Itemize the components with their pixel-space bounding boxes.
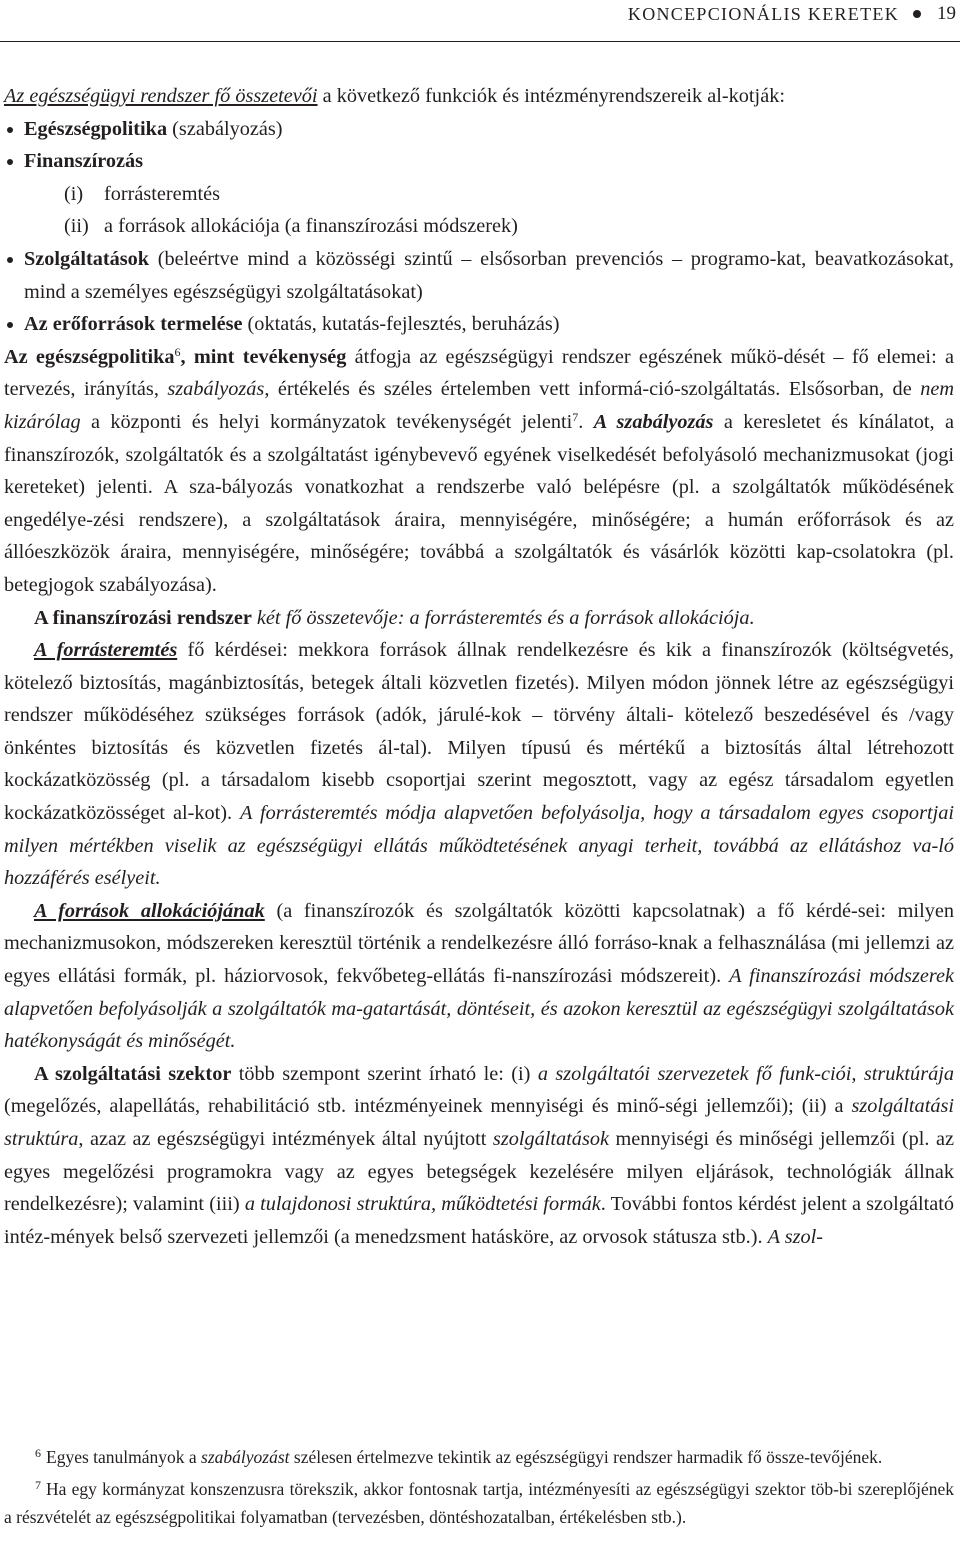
text-italic: szolgáltatások: [492, 1128, 609, 1150]
text-italic: a szolgáltatói szervezetek fő funk-ciói, struktúrája: [537, 1062, 954, 1085]
list-item-1-rest: (szabályozás): [167, 117, 283, 140]
text-run: Ha egy kormányzat konszenzusra törekszik, akkor fontosnak tartja, intézményesíti az egészségügyi szektor töb-bi szereplőjének a részvételét az egészségpolitikai folyamatban (tervezésben, döntéshozatalban, értékelésben stb.).: [4, 1479, 954, 1527]
body-text: [4, 80, 954, 1253]
text-run: több szempont szerint írható le: (i): [231, 1062, 538, 1085]
text-run: .: [578, 410, 594, 433]
running-header: [628, 2, 956, 26]
text-italic: két fő összetevője: a forrásteremtés és a források allokációja.: [251, 606, 755, 629]
text-italic: a tulajdonosi struktúra, működtetési formák: [244, 1193, 601, 1216]
paragraph-health-policy: [4, 341, 954, 602]
list-item: [4, 308, 954, 341]
text-italic: A finanszírozási módszerek alapvetően befolyásolják a szolgáltatók ma-gatartását, döntéseit, és azokon keresztül az egészségügyi szolgáltatások hatékonyságát és minőségét.: [4, 965, 954, 1053]
text-bold: , mint tevékenység: [180, 345, 347, 368]
text-italic: szabályozást: [201, 1447, 290, 1467]
intro-paragraph: [4, 80, 954, 113]
footnote-number: 7: [35, 1478, 41, 1492]
sub-item-1-num: (i): [64, 182, 84, 205]
sub-item-2-text: a források allokációja (a finanszírozási módszerek): [104, 215, 518, 238]
sub-item-1-text: forrásteremtés: [104, 182, 220, 205]
text-run: fő kérdései: mekkora források állnak rendelkezésre és kik a finanszírozók (költségvetés, kötelező biztosítás, magánbiztosítás, betegek általi közvetlen fizetés). Milyen módon jönnek létre az egészségügyi rendszer működéséhez szükséges források (adók, járulé-kok – törvény általi- kötelező beszedésével és /vagy önkéntes biztosítás és közvetlen fizetés ál-tal). Milyen típusú és mértékű a biztosítás által létrehozott kockázatközösség (pl. a társadalom kisebb csoportjai szerint megosztott, vagy az egész társadalom egyetlen kockázatközösséget al-kot).: [4, 639, 954, 825]
text-run: átfogja az egészségügyi rendszer egészének műkö-dését – fő elemei: a tervezés, irányítás,: [4, 345, 954, 401]
footnote-7: [4, 1471, 954, 1531]
footnote-ref-6: 6: [174, 344, 181, 359]
list-item-1-bold: Egészségpolitika: [24, 117, 168, 140]
footnote-ref-7: 7: [572, 409, 579, 424]
text-run: Egyes tanulmányok a: [46, 1447, 202, 1467]
list-item: [4, 113, 954, 146]
components-list: [4, 113, 954, 178]
page-number: 19: [937, 3, 956, 24]
list-item: [4, 243, 954, 308]
footnote-number: 6: [35, 1446, 41, 1460]
text-run: mennyiségi és minőségi jellemzői (pl. az egyes megelőzési programokra vagy az egyes betegségek kezelésére milyen eljárások, technológiák állnak rendelkezésre); valamint (iii): [4, 1128, 954, 1216]
list-item: [4, 145, 954, 178]
list-item-2-bold: Finanszírozás: [24, 150, 144, 173]
text-run: a központi és helyi kormányzatok tevékenységét jelenti: [80, 410, 573, 433]
paragraph-financing: [4, 602, 954, 635]
paragraph-service-sector: [4, 1058, 954, 1254]
paragraph-resource-generation: [4, 634, 954, 895]
text-bold-italic: A szabályozás: [593, 410, 714, 433]
bullet-separator: [913, 10, 921, 18]
list-item-4-rest: (oktatás, kutatás-fejlesztés, beruházás): [242, 313, 560, 336]
components-list-continued: [4, 243, 954, 341]
text-run: , azaz az egészségügyi intézmények által nyújtott: [78, 1128, 493, 1150]
sub-item-2-num: (ii): [64, 215, 89, 238]
paragraph-allocation: [4, 895, 954, 1058]
text-run: (megelőzés, alapellátás, rehabilitáció stb. intézményeinek mennyiségi és minő-ségi jellemzői); (ii) a: [4, 1095, 852, 1118]
sub-list-item: [4, 210, 954, 243]
text-run: szélesen értelmezve tekintik az egészségügyi rendszer harmadik fő össze-tevőjének.: [289, 1447, 883, 1467]
list-item-4-bold: Az erőforrások termelése: [24, 313, 243, 336]
text-bold: A finanszírozási rendszer: [34, 606, 252, 629]
running-title: KONCEPCIONÁLIS KERETEK: [627, 3, 899, 24]
text-italic: A szol-: [767, 1225, 824, 1248]
text-italic: szolgáltatási struktúra: [4, 1095, 954, 1150]
text-italic: szabályozás: [167, 378, 265, 401]
text-bold-italic-underlined: A források allokációjának: [34, 899, 265, 922]
footnotes: [4, 1439, 954, 1531]
text-run: , értékelés és széles értelemben vett informá-ció-szolgáltatás. Elsősorban, de: [264, 378, 921, 401]
list-item-3-bold: Szolgáltatások: [24, 247, 150, 270]
text-italic: nem kizárólag: [4, 378, 954, 433]
text-run: a keresletet és kínálatot, a finanszírozók, szolgáltatók és a szolgáltatást igénybevevő egyének viselkedését befolyásoló mechanizmusokat (jogi kereteket) jelenti. A sza-bályozás vonatkozhat a rendszerbe való belépésre (pl. a szolgáltatók működésének engedélye-zési rendszere), a szolgáltatások áraira, mennyiségére, minőségére; a humán erőforrások és az állóeszközök áraira, mennyiségére, minőségére; továbbá a szolgáltatók és vásárlók közötti kap-csolatokra (pl. betegjogok szabályozása).: [4, 410, 954, 596]
text-run: (a finanszírozók és szolgáltatók közötti kapcsolatnak) a fő kérdé-sei: milyen mechanizmusokon, módszereken keresztül történik a rendelkezésre álló forráso-knak a felhasználása (mi jellemzi az egyes ellátási formák, pl. háziorvosok, fekvőbeteg-ellátás fi-nanszírozási módszereit).: [4, 899, 954, 988]
header-rule: [0, 41, 960, 42]
list-item-3-rest: (beleértve mind a közösségi szintű – elsősorban prevenciós – programo-kat, beavatkozásokat, mind a személyes egészségügyi szolgáltatásokat): [24, 247, 954, 303]
text-bold-italic-underlined: A forrásteremtés: [34, 639, 178, 662]
intro-rest: a következő funkciók és intézményrendszereik al-kotják:: [317, 85, 785, 107]
text-run: . További fontos kérdést jelent a szolgáltató intéz-mények belső szervezeti jellemzői (a menedzsment hatásköre, az orvosok státusza stb.).: [4, 1193, 954, 1248]
intro-lead: Az egészségügyi rendszer fő összetevői: [4, 85, 318, 107]
text-italic: A forrásteremtés módja alapvetően befolyásolja, hogy a társadalom egyes csoportjai milyen mértékben viselik az egészségügyi ellátás működtetésének anyagi terheit, továbbá az ellátáshoz va-ló hozzáférés esélyeit.: [4, 802, 955, 890]
footnote-6: [4, 1439, 954, 1471]
sub-list-item: [4, 178, 954, 211]
text-bold: Az egészségpolitika: [4, 345, 175, 368]
text-bold: A szolgáltatási szektor: [34, 1062, 232, 1085]
